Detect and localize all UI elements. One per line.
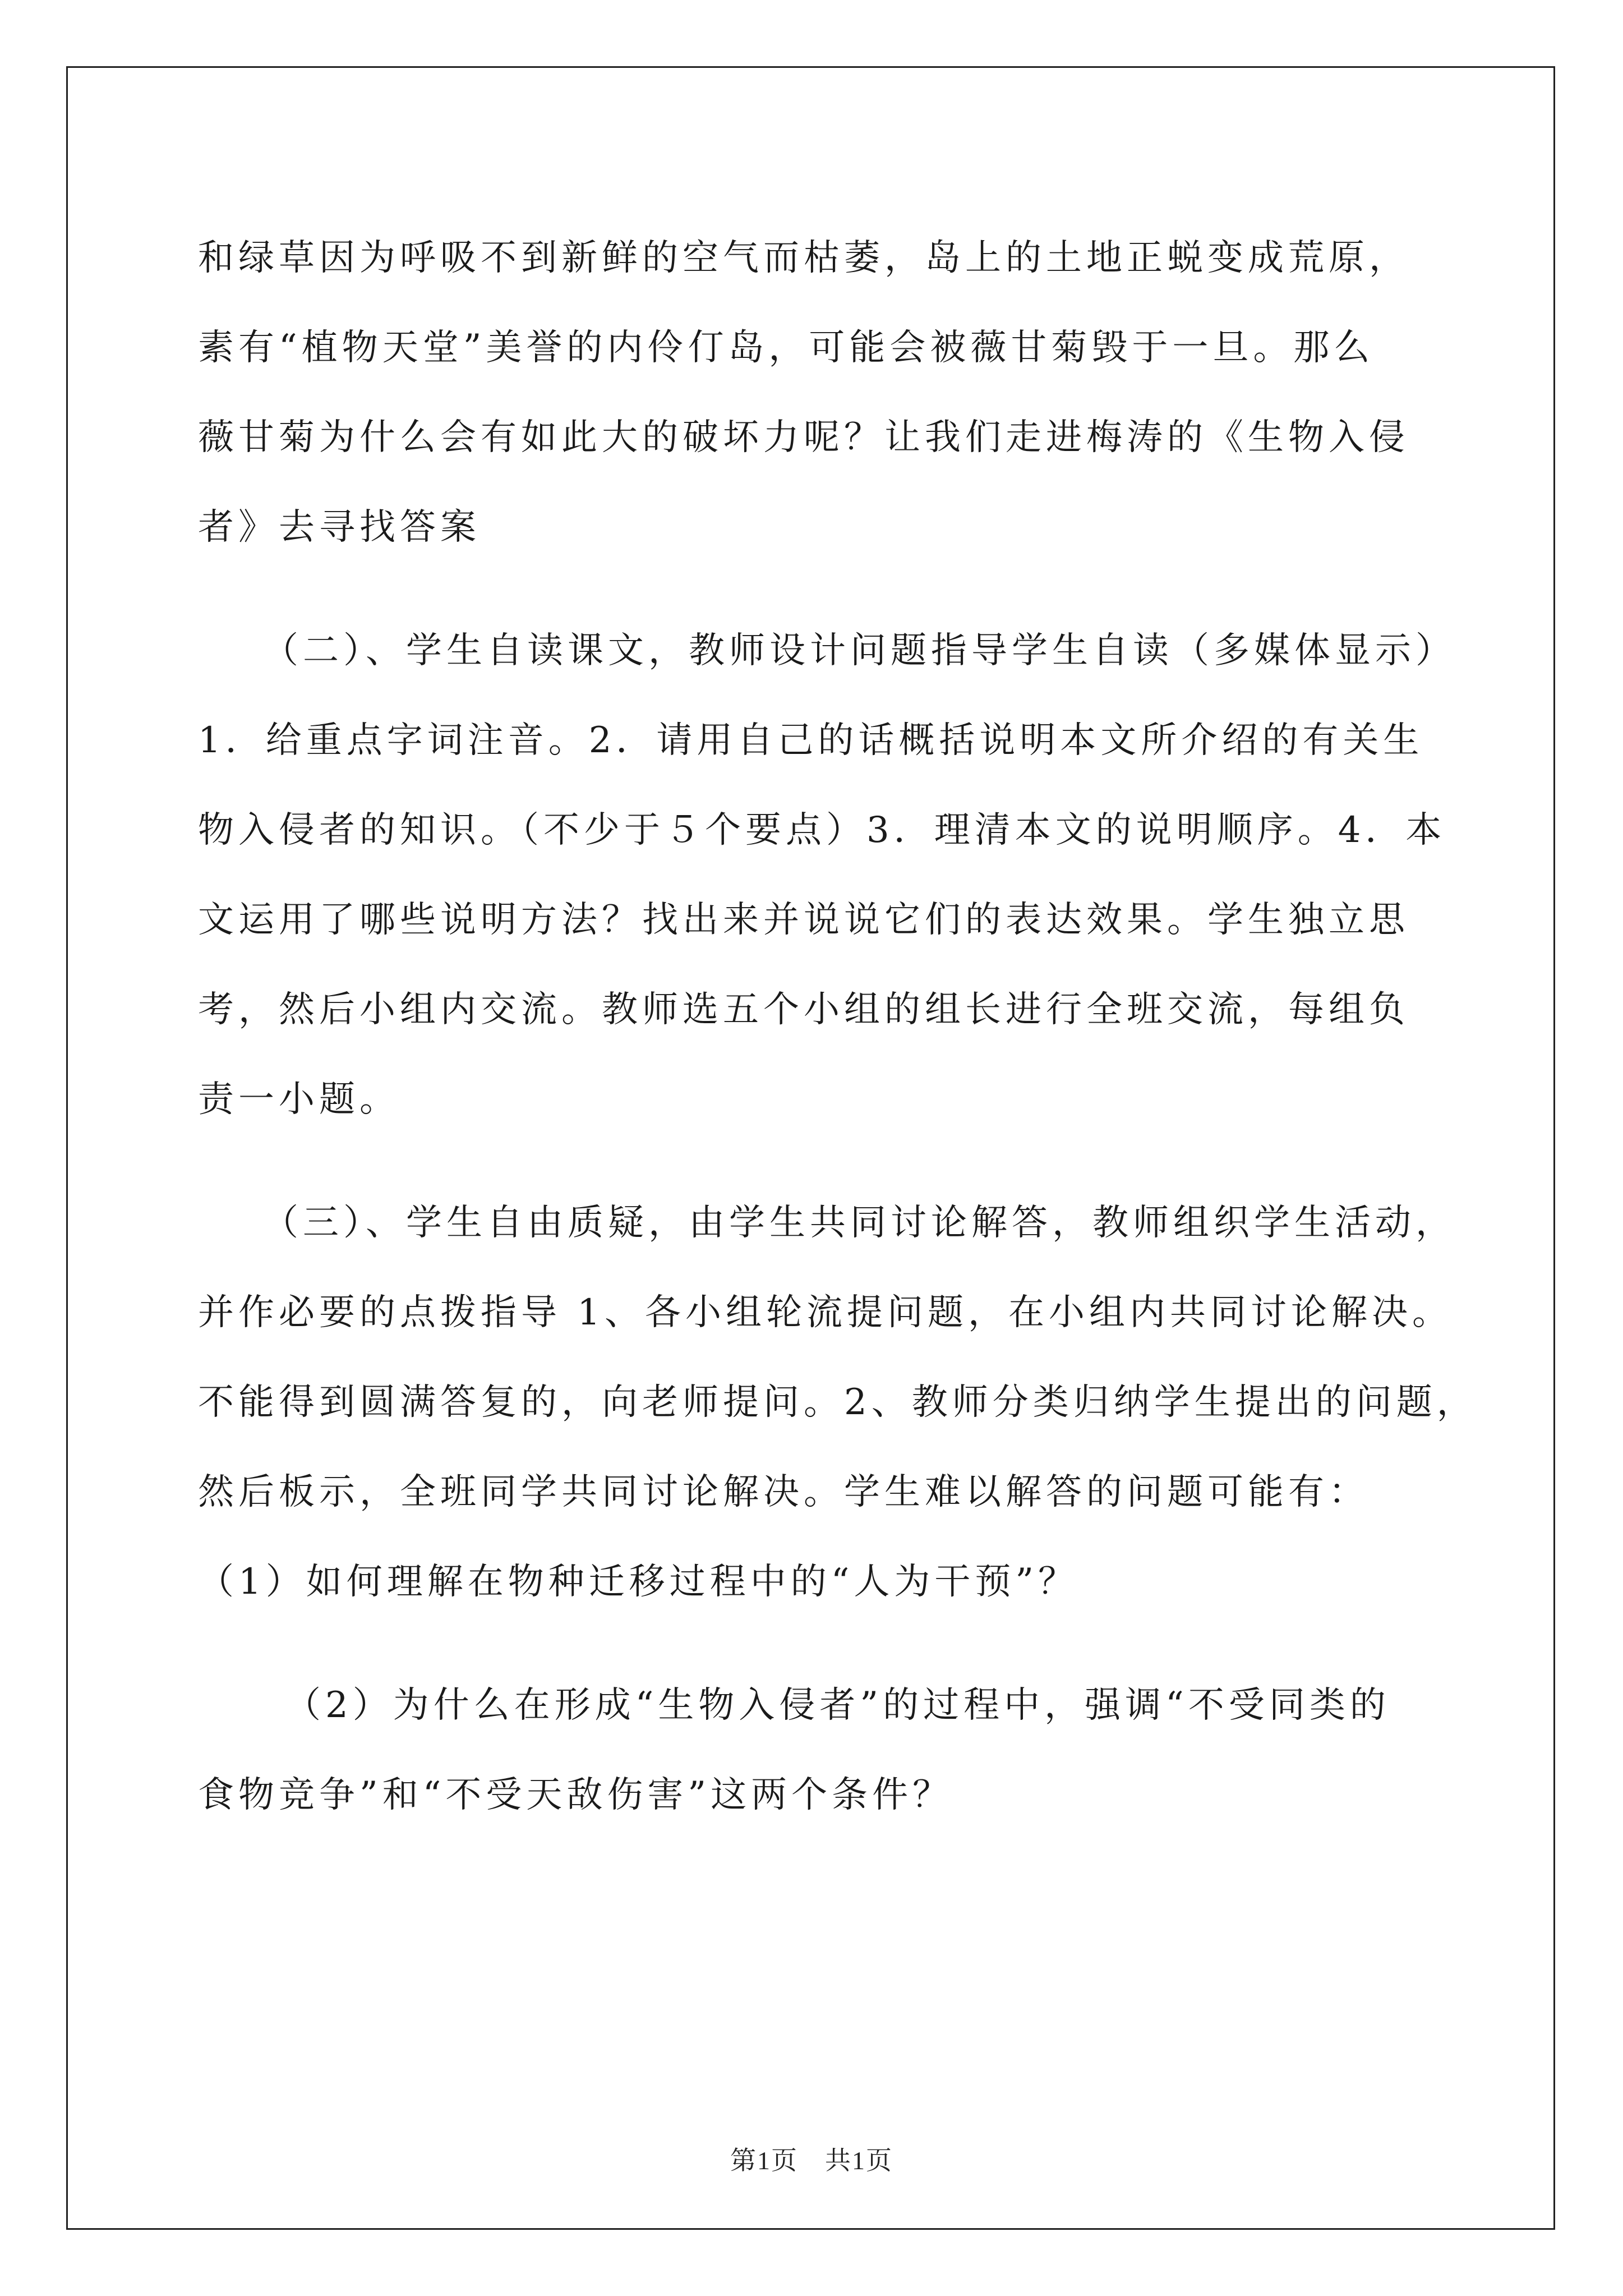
text-line: 薇甘菊为什么会有如此大的破坏力呢？让我们走进梅涛的《生物入侵: [198, 417, 1409, 458]
text-line: 然后板示，全班同学共同讨论解决。学生难以解答的问题可能有：: [198, 1471, 1369, 1513]
text-line: 文运用了哪些说明方法？找出来并说说它们的表达效果。学生独立思: [198, 899, 1409, 941]
paragraph-heading-3: （三）、学生自由质疑，由学生共同讨论解答，教师组织学生活动，: [262, 1202, 1456, 1244]
paragraph-heading-2: （二）、学生自读课文，教师设计问题指导学生自读（多媒体显示）: [262, 630, 1456, 671]
text-line: 考，然后小组内交流。教师选五个小组的组长进行全班交流，每组负: [198, 989, 1409, 1030]
question-1: （1）如何理解在物种迁移过程中的“人为干预”？: [198, 1561, 1079, 1603]
text-line: 和绿草因为呼吸不到新鲜的空气而枯萎，岛上的土地正蜕变成荒原，: [198, 237, 1409, 279]
text-line: 1．给重点字词注音。2．请用自己的话概括说明本文所介绍的有关生: [198, 720, 1424, 761]
document-body: [198, 213, 1482, 1840]
text-line: 食物竞争”和“不受天敌伤害”这两个条件？: [198, 1774, 953, 1816]
text-line: 者》去寻找答案: [198, 507, 481, 548]
text-line: 责一小题。: [198, 1079, 400, 1120]
text-line: 素有“植物天堂”美誉的内伶仃岛，可能会被薇甘菊毁于一旦。那么: [198, 327, 1375, 369]
question-2: （2）为什么在形成“生物入侵者”的过程中，强调“不受同类的: [285, 1685, 1390, 1726]
page-footer: 第1页 共1页: [730, 2146, 893, 2175]
text-line: 不能得到圆满答复的，向老师提问。2、教师分类归纳学生提出的问题，: [198, 1382, 1477, 1423]
text-line: 物入侵者的知识。（不少于５个要点）3．理清本文的说明顺序。4．本: [198, 809, 1446, 851]
text-line: 并作必要的点拨指导 1、各小组轮流提问题，在小组内共同讨论解决。: [198, 1292, 1453, 1333]
